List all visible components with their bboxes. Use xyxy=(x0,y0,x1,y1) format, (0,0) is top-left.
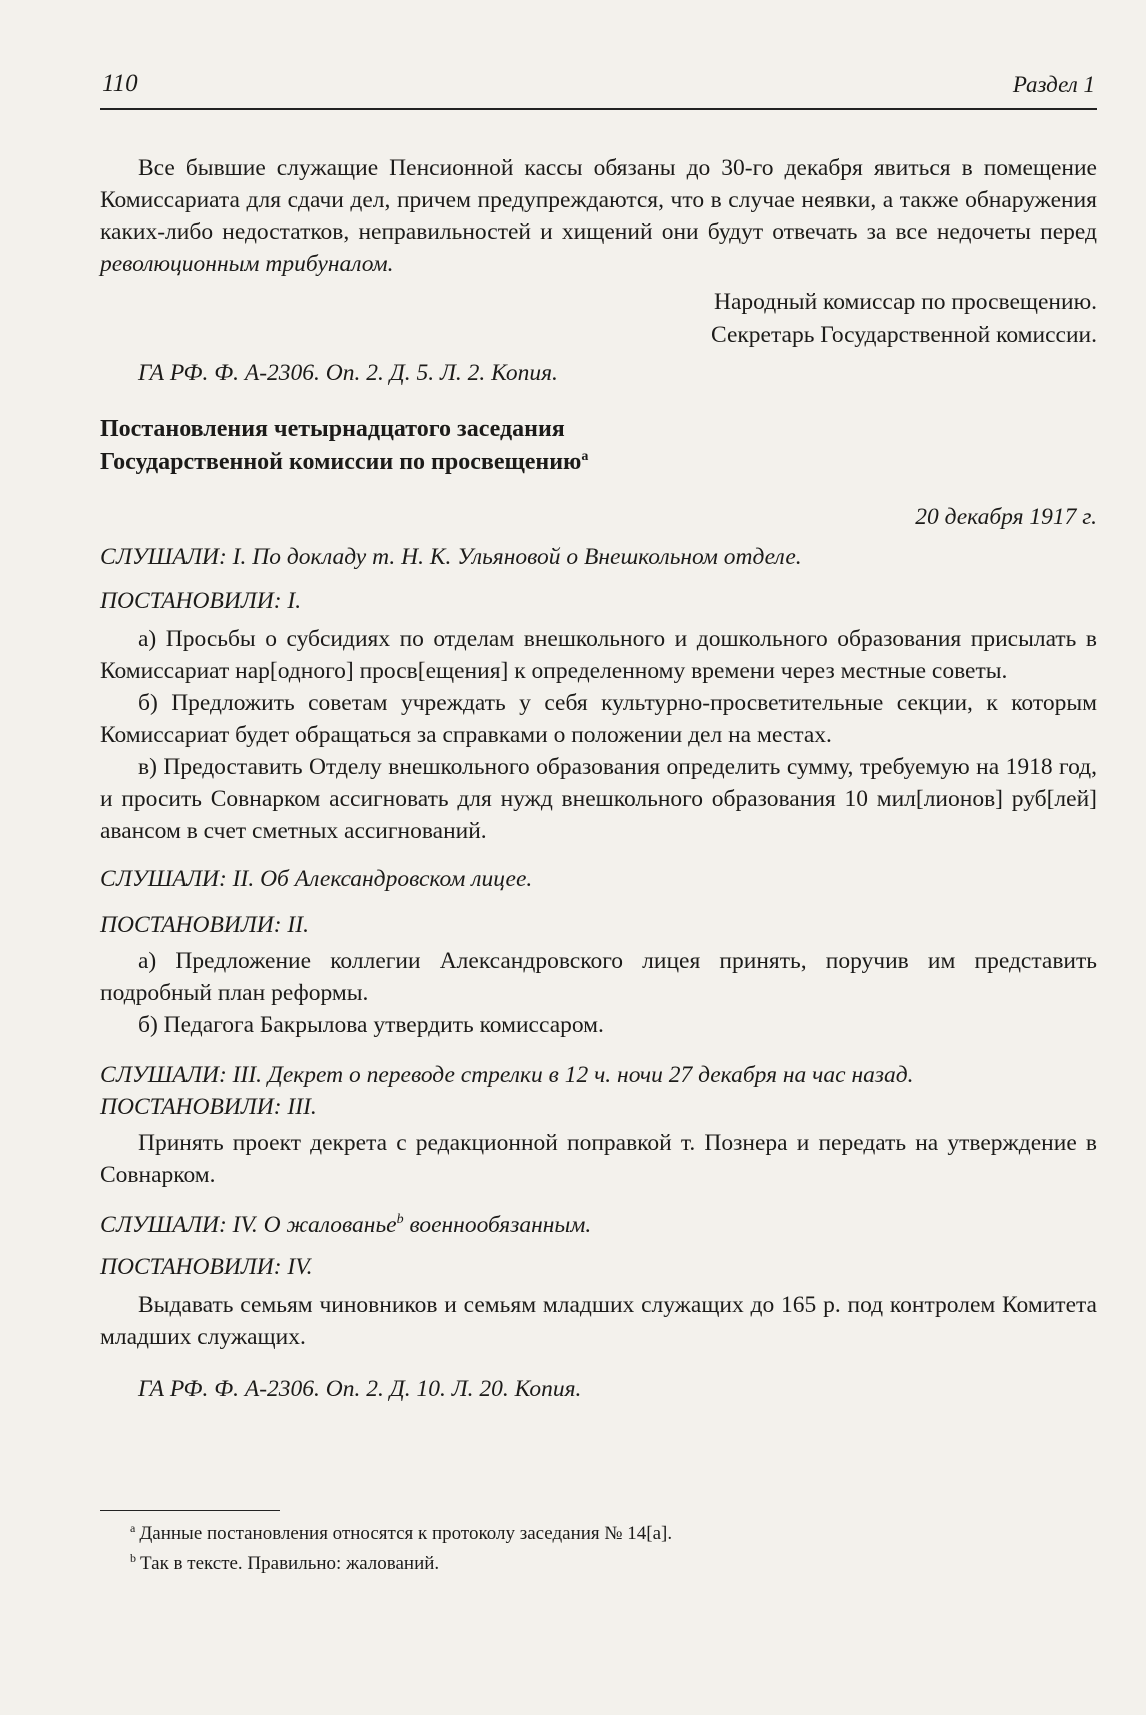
heard-4-text: СЛУШАЛИ: IV. О жалованье xyxy=(100,1212,397,1238)
intro-paragraph-text: Все бывшие служащие Пенсионной кассы обязаны до 30-го декабря явиться в помещение Комиссариата для сдачи дел, причем предупреждаются, что в случае неявки, а также обнаружения каких-либо недостатков, неправильностей и хищений они будут отвечать за все недочеты перед xyxy=(100,155,1097,245)
decided-2: ПОСТАНОВИЛИ: II. xyxy=(100,912,309,938)
signature-commissar: Народный комиссар по просвещению. xyxy=(714,289,1097,315)
intro-paragraph xyxy=(100,152,1097,280)
footnote-b-text: Так в тексте. Правильно: жалований. xyxy=(140,1553,440,1574)
footnote-ref-b: b xyxy=(396,1212,404,1228)
decision-1a: а) Просьбы о субсидиях по отделам внешкольного и дошкольного образования присылать в Комиссариат нар[одного] просв[ещения] к определенному времени через местные советы. xyxy=(100,626,1097,684)
document-heading-text: Государственной комиссии по просвещению xyxy=(100,449,582,475)
signature-secretary: Секретарь Государственной комиссии. xyxy=(710,322,1097,348)
decision-2b: б) Педагога Бакрылова утвердить комиссаром. xyxy=(138,1012,604,1038)
footnote-ref-a: a xyxy=(581,449,589,464)
decision-4: Выдавать семьям чиновников и семьям младших служащих до 165 р. под контролем Комитета младших служащих. xyxy=(100,1292,1097,1350)
footnote-a-text: Данные постановления относятся к протоколу заседания № 14[а]. xyxy=(139,1523,673,1544)
document-heading-line-1: Постановления четырнадцатого заседания xyxy=(100,416,565,442)
document-heading-line-2 xyxy=(100,446,1097,479)
page-number: 110 xyxy=(102,70,138,97)
heard-4 xyxy=(100,1209,1097,1241)
footnote-b xyxy=(100,1549,1097,1579)
footnote-divider xyxy=(100,1510,280,1511)
heard-1: СЛУШАЛИ: I. По докладу т. Н. К. Ульяновой о Внешкольном отделе. xyxy=(100,544,802,570)
decided-4: ПОСТАНОВИЛИ: IV. xyxy=(100,1254,313,1280)
running-header xyxy=(100,68,1097,110)
decision-1b: б) Предложить советам учреждать у себя культурно-просветительные секции, к которым Комиссариат будет обращаться за справками о положении дел на местах. xyxy=(100,690,1097,748)
decided-1: ПОСТАНОВИЛИ: I. xyxy=(100,588,302,614)
footnotes xyxy=(100,1510,1097,1579)
decision-1c: в) Предоставить Отделу внешкольного образования определить сумму, требуемую на 1918 год, и просить Совнарком ассигновать для нужд внешкольного образования 10 мил[лионов] руб[лей] авансом в счет сметных ассигнований. xyxy=(100,754,1097,844)
document-date: 20 декабря 1917 г. xyxy=(915,504,1097,530)
heard-2: СЛУШАЛИ: II. Об Александровском лицее. xyxy=(100,866,533,892)
decision-2a: а) Предложение коллегии Александровского лицея принять, поручив им представить подробный план реформы. xyxy=(100,948,1097,1006)
decision-3: Принять проект декрета с редакционной поправкой т. Познера и передать на утверждение в Совнарком. xyxy=(100,1130,1097,1188)
footnote-a-mark: a xyxy=(130,1520,136,1535)
archive-source: ГА РФ. Ф. А-2306. Оп. 2. Д. 5. Л. 2. Копия. xyxy=(138,360,558,386)
main-text xyxy=(100,152,1097,1405)
final-archive-source: ГА РФ. Ф. А-2306. Оп. 2. Д. 10. Л. 20. Копия. xyxy=(138,1376,582,1402)
heard-4-text-end: военнообязанным. xyxy=(403,1212,592,1238)
footnote-a xyxy=(100,1519,1097,1549)
footnote-b-mark: b xyxy=(130,1550,136,1565)
heard-3: СЛУШАЛИ: III. Декрет о переводе стрелки в 12 ч. ночи 27 декабря на час назад. xyxy=(100,1062,914,1088)
intro-paragraph-italic: революционным трибуналом. xyxy=(100,251,394,277)
decided-3: ПОСТАНОВИЛИ: III. xyxy=(100,1094,317,1120)
section-title: Раздел 1 xyxy=(1012,72,1095,97)
